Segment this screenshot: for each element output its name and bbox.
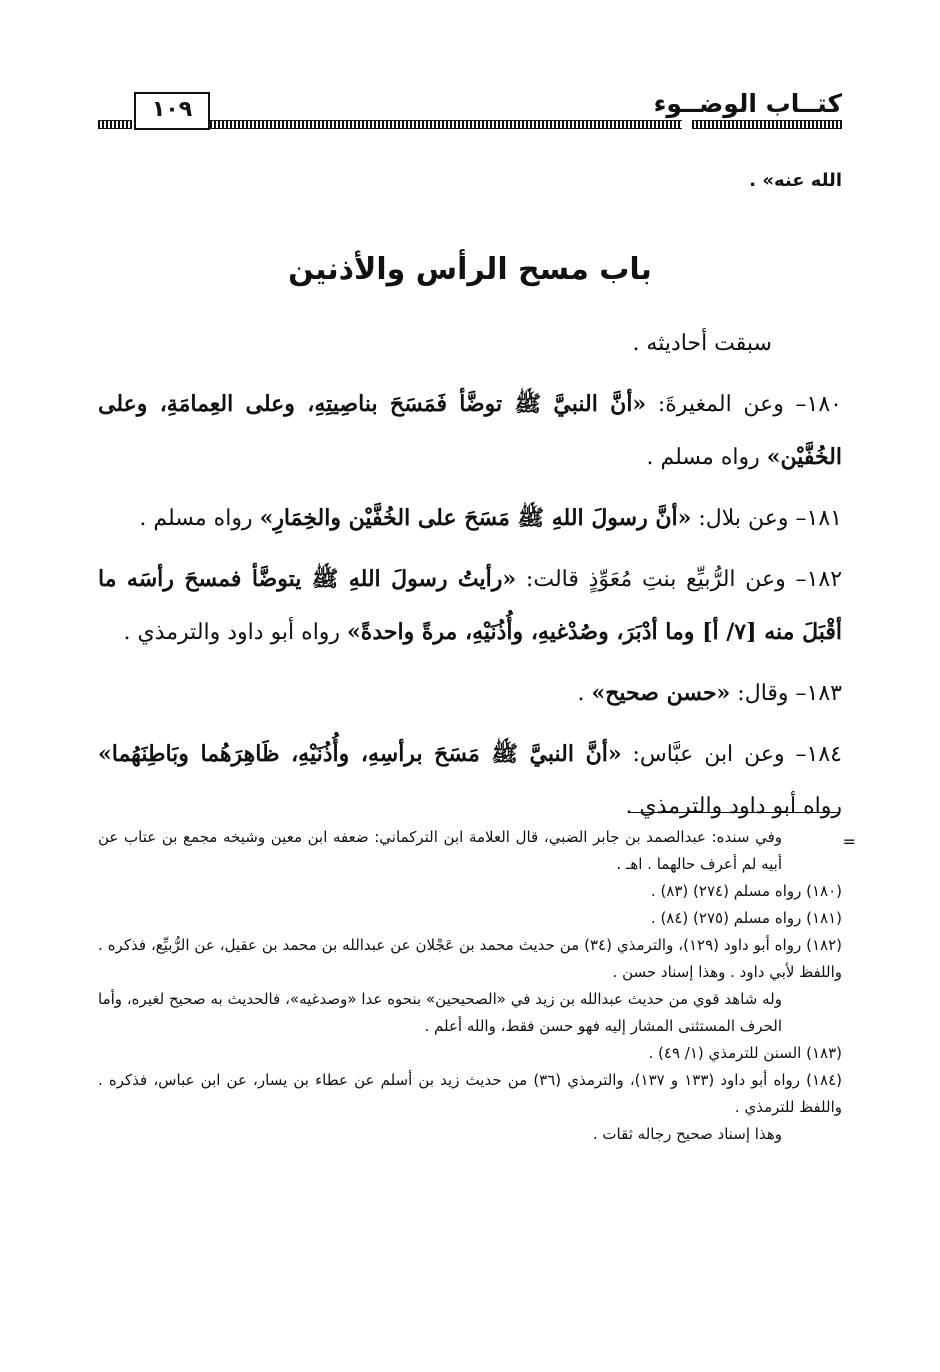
footnote-184-note: وهذا إسناد صحيح رجاله ثقات . <box>592 1125 782 1143</box>
hadith-lead: وقال: <box>730 681 789 706</box>
footnote-continuation: وفي سنده: عبدالصمد بن جابر الضبي، قال العلامة ابن التركماني: ضعفه ابن معين وشيخه مجمع بن عتاب عن أبيه لم أعرف حالهما . اهـ . <box>98 828 782 873</box>
hadith-lead: وعن ابن عبَّاس: <box>621 742 785 767</box>
hadith-lead: وعن الرُّبيِّع بنتِ مُعَوِّذٍ قالت: <box>516 567 786 592</box>
footnote-182: (١٨٢) رواه أبو داود (١٢٩)، والترمذي (٣٤) من حديث محمد بن عَجْلان عن عبدالله بن محمد بن عقيل، عن الرُّبيِّع، فذكره . واللفظ لأبي داود . وهذا إسناد حسن . <box>98 936 843 981</box>
hadith-source: . <box>577 681 592 706</box>
footnote-182-note: وله شاهد قوي من حديث عبدالله بن زيد في «الصحيحين» بنحوه عدا «وصدغيه»، فالحديث به صحيح لغيره، وأما الحرف المستثنى المشار إليه فهو حسن فقط، والله أعلم . <box>98 990 782 1035</box>
hadith-quote: «أنَّ رسولَ اللهِ ﷺ مَسَحَ على الخُفَّيْن والخِمَارِ» <box>259 505 692 531</box>
hadith-181 <box>98 492 842 545</box>
hadith-183 <box>98 667 842 720</box>
footnote-180: (١٨٠) رواه مسلم (٢٧٤) (٨٣) . <box>650 882 842 900</box>
book-title: كتــاب الوضــوء <box>653 89 842 118</box>
hadith-number: ١٨٤– <box>784 742 842 767</box>
hadith-number: ١٨٠– <box>783 392 842 417</box>
hadith-source: رواه أبو داود والترمذي . <box>625 794 842 819</box>
hadith-lead: وعن المغيرةَ: <box>646 392 784 417</box>
header-rule-right <box>692 120 842 129</box>
hadith-184 <box>98 728 842 833</box>
hadith-source: رواه مسلم . <box>646 445 767 470</box>
intro-text: سبقت أحاديثه . <box>632 331 772 356</box>
footnote-181: (١٨١) رواه مسلم (٢٧٥) (٨٤) . <box>650 909 842 927</box>
hadith-number: ١٨٢– <box>785 567 843 592</box>
hadith-182 <box>98 553 842 659</box>
header-rule-left <box>98 120 132 129</box>
footnote-184: (١٨٤) رواه أبو داود (١٣٣ و ١٣٧)، والترمذي (٣٦) من حديث زيد بن أسلم عن عطاء بن يسار، عن ابن عباس، فذكره . واللفظ للترمذي . <box>98 1071 842 1116</box>
continuation-text: الله عنه» . <box>749 170 842 191</box>
hadith-quote: «رأيتُ رسولَ اللهِ ﷺ يتوضَّأ فمسحَ رأسَه ما أقْبَلَ منه [٧/ أ] وما أدْبَرَ، وصُدْغيهِ، وأُذُنَيْهِ، مرةً واحدةً» <box>98 566 842 645</box>
hadith-quote: «أنَّ النبيَّ ﷺ توضَّأ فَمَسَحَ بناصِيتِهِ، وعلى العِمامَةِ، وعلى الخُفَّيْن» <box>98 391 842 470</box>
footnote-separator <box>630 812 840 813</box>
main-text <box>98 318 842 841</box>
footnotes <box>98 824 856 1148</box>
hadith-source: رواه مسلم . <box>139 506 260 531</box>
hadith-lead: وعن بلال: <box>691 506 789 531</box>
page-number: ١٠٩ <box>134 92 210 130</box>
page-header <box>98 84 842 132</box>
hadith-quote: «أنَّ النبيَّ ﷺ مَسَحَ برأسِهِ، وأُذُنَيْهِ، ظَاهِرَهُما وبَاطِنَهُما» <box>98 741 622 767</box>
footnote-183: (١٨٣) السنن للترمذي (١/ ٤٩) . <box>648 1044 842 1062</box>
chapter-title: باب مسح الرأس والأذنين <box>288 252 652 287</box>
hadith-number: ١٨٣– <box>788 681 842 706</box>
hadith-quote: «حسن صحيح» <box>591 680 731 706</box>
continuation-mark: = <box>842 832 856 851</box>
hadith-number: ١٨١– <box>788 506 842 531</box>
hadith-source: رواه أبو داود والترمذي . <box>123 620 348 645</box>
hadith-180 <box>98 378 842 484</box>
header-rule <box>210 120 682 129</box>
